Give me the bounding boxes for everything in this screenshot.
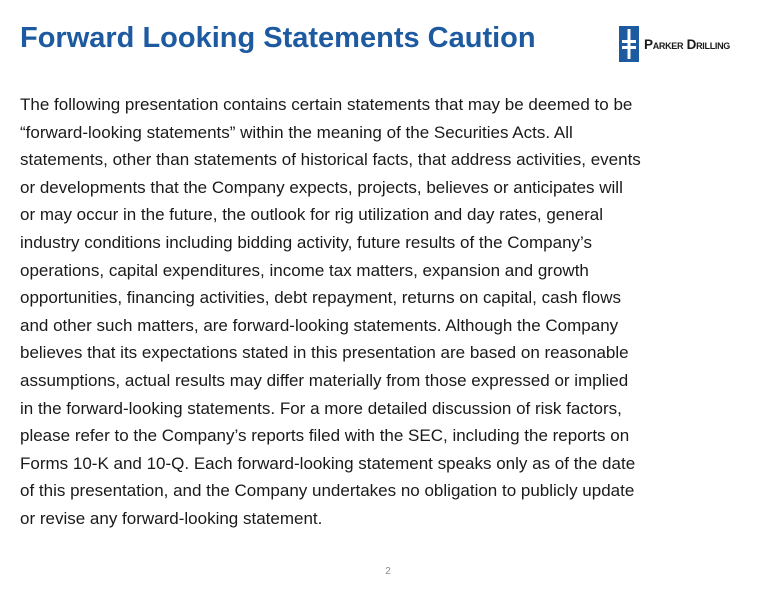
disclaimer-line: Forms 10-K and 10-Q. Each forward-looking statement speaks only as of the date [20,453,636,473]
disclaimer-line: statements, other than statements of historical facts, that address activities, events [20,150,641,170]
disclaimer-line: opportunities, financing activities, debt repayment, returns on capital, cash flows [20,288,621,308]
slide-title: Forward Looking Statements Caution [20,22,536,54]
disclaimer-line: or may occur in the future, the outlook for rig utilization and day rates, general [20,205,604,225]
disclaimer-line: please refer to the Company’s reports filed with the SEC, including the reports on [20,426,630,446]
logo-text: Parker Drilling [644,36,731,52]
page-number: 2 [385,566,391,577]
disclaimer-line: assumptions, actual results may differ materially from those expressed or implied [20,370,629,390]
disclaimer-line: of this presentation, and the Company undertakes no obligation to publicly update [20,481,635,501]
disclaimer-line: industry conditions including bidding activity, future results of the Company’s [20,232,593,252]
company-logo [619,26,730,62]
disclaimer-line: The following presentation contains certain statements that may be deemed to be [20,95,633,114]
disclaimer-line: or developments that the Company expects, projects, believes or anticipates will [20,177,623,197]
disclaimer-line: “forward-looking statements” within the meaning of the Securities Acts. All [20,122,573,142]
disclaimer-line: and other such matters, are forward-looking statements. Although the Company [20,315,619,335]
disclaimer-line: or revise any forward-looking statement. [20,508,323,528]
disclaimer-paragraph [20,91,740,533]
disclaimer-line: in the forward-looking statements. For a more detailed discussion of risk factors, [20,398,622,418]
disclaimer-line: believes that its expectations stated in this presentation are based on reasonable [20,343,629,363]
disclaimer-line: operations, capital expenditures, income tax matters, expansion and growth [20,260,589,280]
parker-drilling-logo-mark-icon [619,26,639,62]
